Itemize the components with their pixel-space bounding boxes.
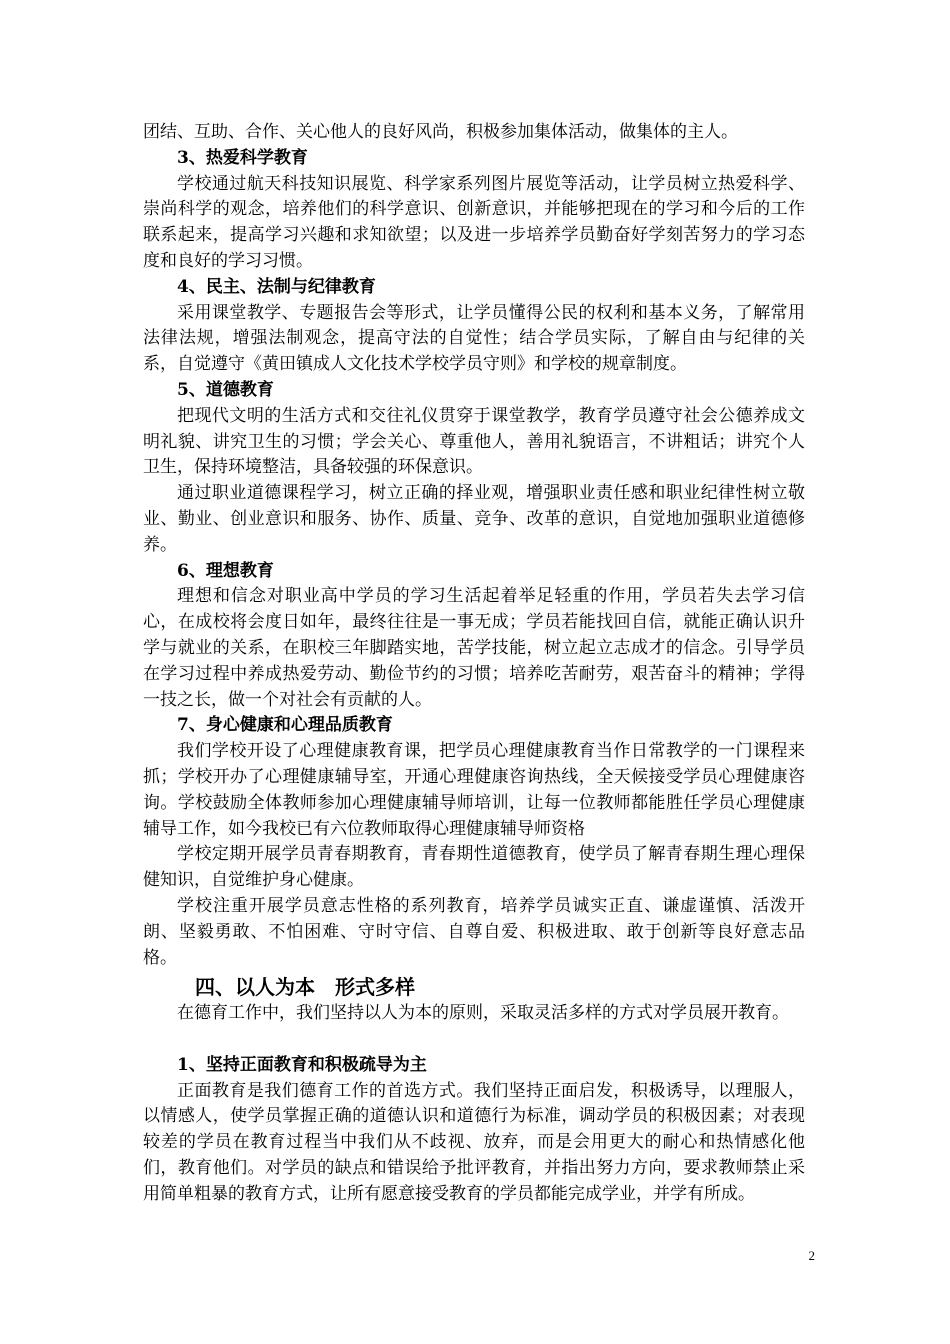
paragraph-positive-education: 正面教育是我们德育工作的首选方式。我们坚持正面启发，积极诱导，以理服人，以情感人，使学员掌握正确的道德认识和道德行为标准，调动学员的积极因素；对表现较差的学员在教育过程当中我们从不歧视、放弃，而是会用更大的耐心和热情感化他们，教育他们。对学员的缺点和错误给予批评教育，并指出努力方向，要求教师禁止采用简单粗暴的教育方式，让所有愿意接受教育的学员都能完成学业，并学有所成。 (143, 1080, 805, 1204)
paragraph-continued: 团结、互助、合作、关心他人的良好风尚，积极参加集体活动，做集体的主人。 (143, 122, 738, 142)
document-body (143, 120, 805, 1208)
heading-science-education: 3、热爱科学教育 (177, 147, 308, 168)
heading-health-education: 7、身心健康和心理品质教育 (177, 715, 393, 736)
blank-line (143, 1027, 805, 1053)
paragraph-health-education-2: 学校定期开展学员青春期教育，青春期性道德教育，使学员了解青春期生理心理保健知识，自觉维护身心健康。 (143, 844, 805, 891)
paragraph-ideal-education: 理想和信念对职业高中学员的学习生活起着举足轻重的作用，学员若失去学习信心，在成校将会度日如年，最终往往是一事无成；学员若能找回自信，就能正确认识升学与就业的关系，在职校三年脚踏实地，苦学技能，树立起立志成才的信念。引导学员在学习过程中养成热爱劳动、勤俭节约的习惯；培养吃苦耐劳，艰苦奋斗的精神；学得一技之长，做一个对社会有贡献的人。 (143, 586, 805, 710)
paragraph-health-education-1: 我们学校开设了心理健康教育课，把学员心理健康教育当作日常教学的一门课程来抓；学校开办了心理健康辅导室，开通心理健康咨询热线，全天候接受学员心理健康咨询。学校鼓励全体教师参加心理健康辅导师培训，让每一位教师都能胜任学员心理健康辅导工作，如今我校已有六位教师取得心理健康辅导师资格 (143, 741, 805, 839)
page-number: 2 (808, 1248, 815, 1263)
heading-ideal-education: 6、理想教育 (177, 560, 274, 581)
paragraph-moral-education-2: 通过职业道德课程学习，树立正确的择业观，增强职业责任感和职业纪律性树立敬业、勤业、创业意识和服务、协作、质量、竞争、改革的意识，自觉地加强职业道德修养。 (143, 483, 805, 555)
paragraph-law-education: 采用课堂教学、专题报告会等形式，让学员懂得公民的权利和基本义务，了解常用法律法规，增强法制观念，提高守法的自觉性；结合学员实际，了解自由与纪律的关系，自觉遵守《黄田镇成人文化技术学校学员守则》和学校的规章制度。 (143, 302, 805, 375)
paragraph-chapter-4: 在德育工作中，我们坚持以人为本的原则，采取灵活多样的方式对学员展开教育。 (177, 1003, 789, 1024)
paragraph-health-education-3: 学校注重开展学员意志性格的系列教育，培养学员诚实正直、谦虚谨慎、活泼开朗、坚毅勇敢、不怕困难、守时守信、自尊自爱、积极进取、敢于创新等良好意志品格。 (143, 895, 805, 968)
paragraph-science-education: 学校通过航天科技知识展览、科学家系列图片展览等活动，让学员树立热爱科学、崇尚科学的观念，培养他们的科学意识、创新意识，并能够把现在的学习和今后的工作联系起来，提高学习兴趣和求知欲望；以及进一步培养学员勤奋好学刻苦努力的学习态度和良好的学习习惯。 (143, 173, 805, 271)
heading-positive-education: 1、坚持正面教育和积极疏导为主 (177, 1054, 427, 1075)
chapter-heading-4: 四、以人为本 形式多样 (195, 975, 415, 1000)
heading-moral-education: 5、道德教育 (177, 379, 274, 400)
heading-law-education: 4、民主、法制与纪律教育 (177, 276, 376, 297)
paragraph-moral-education-1: 把现代文明的生活方式和交往礼仪贯穿于课堂教学，教育学员遵守社会公德养成文明礼貌、讲究卫生的习惯；学会关心、尊重他人，善用礼貌语言，不讲粗话；讲究个人卫生，保持环境整洁，具备较强的环保意识。 (143, 405, 805, 478)
